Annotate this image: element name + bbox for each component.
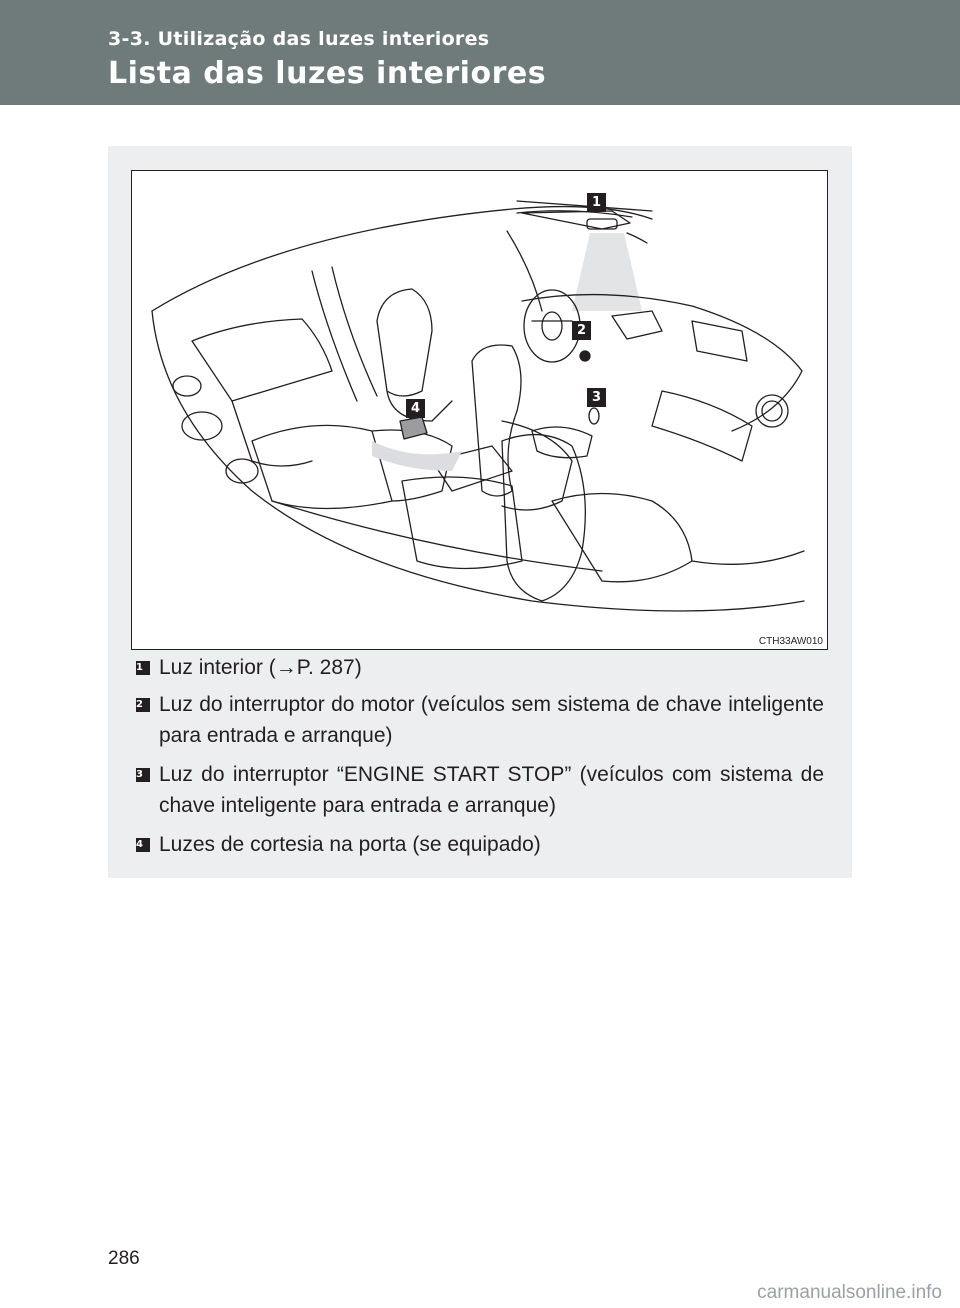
car-interior-illustration — [132, 171, 828, 650]
legend-item — [134, 689, 824, 751]
legend-text: Luz do interruptor “ENGINE START STOP” (veículos com sistema de chave inteligente para entrada e arranque) — [159, 763, 824, 817]
callout-3: 3 — [587, 388, 606, 407]
legend-marker: 1 — [136, 661, 150, 675]
section-label: 3-3. Utilização das luzes interiores — [108, 28, 490, 50]
interior-lights-figure — [131, 170, 828, 650]
callout-4: 4 — [406, 399, 425, 418]
legend-item — [134, 652, 824, 683]
legend-text: Luz interior (→P. 287) — [159, 656, 362, 679]
legend-marker: 3 — [136, 768, 150, 782]
section-header — [0, 0, 960, 105]
legend-marker: 4 — [136, 838, 150, 852]
legend-item — [134, 759, 824, 821]
watermark-link[interactable]: carmanualsonline.info — [757, 1282, 942, 1303]
callout-1: 1 — [587, 193, 606, 212]
legend-text: Luz do interruptor do motor (veículos sem sistema de chave inteligente para entrada e arranque) — [159, 693, 824, 747]
legend-list — [134, 652, 824, 860]
legend-text: Luzes de cortesia na porta (se equipado) — [159, 833, 541, 856]
callout-2: 2 — [572, 321, 591, 340]
legend-item — [134, 829, 824, 860]
page-number: 286 — [108, 1248, 140, 1269]
figure-code: CTH33AW010 — [758, 636, 823, 647]
page-title: Lista das luzes interiores — [108, 56, 547, 91]
legend-marker: 2 — [136, 698, 150, 712]
